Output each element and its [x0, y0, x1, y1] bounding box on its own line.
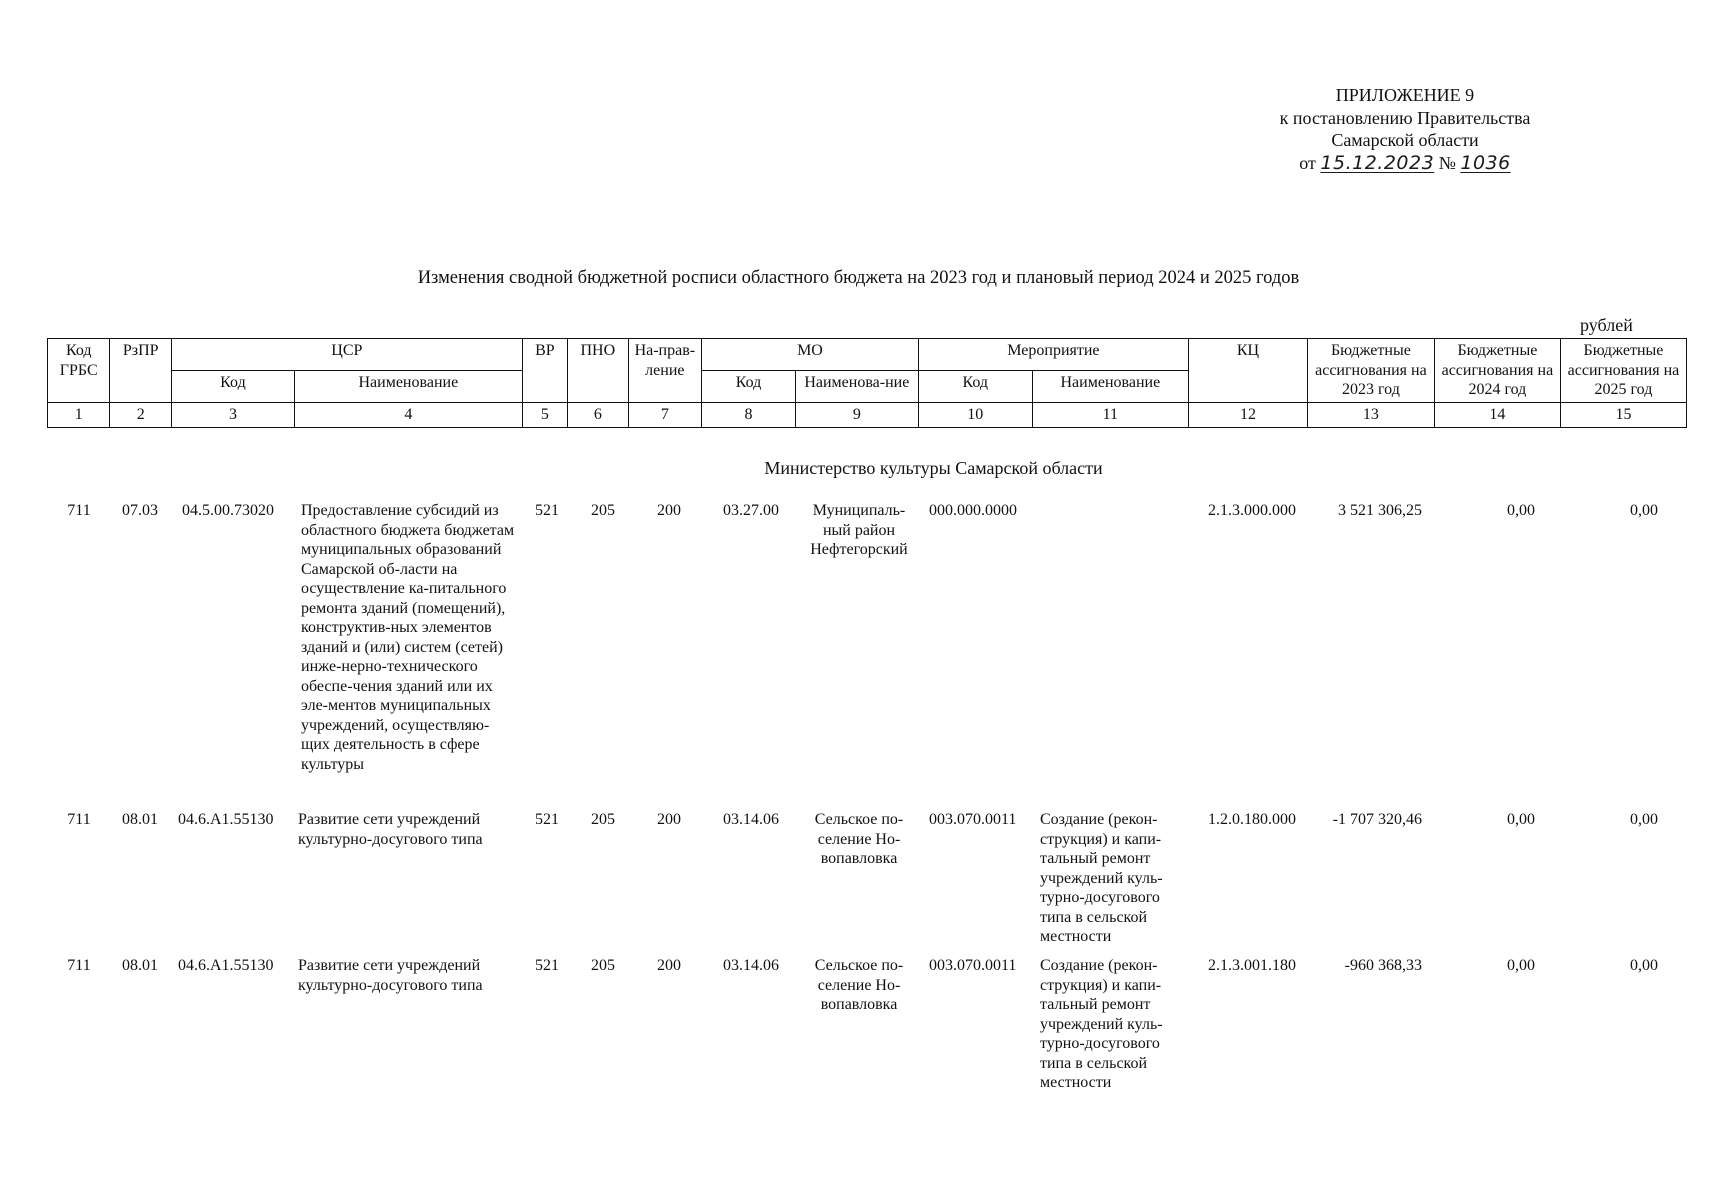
cell-event-name: Создание (рекон-струкция) и капи-тальный ремонт учреждений куль-турно-досугового типа в сельской местности: [1040, 957, 1163, 1091]
cell-rzpr: 08.01: [122, 957, 158, 974]
cell-csr-code: 04.5.00.73020: [182, 502, 274, 519]
cell-pno: 205: [591, 957, 615, 974]
cell-kc: 1.2.0.180.000: [1208, 811, 1296, 828]
cell-vr: 521: [535, 502, 559, 519]
header-kod-grbs: Код ГРБС: [48, 339, 110, 403]
header-pno: ПНО: [568, 339, 628, 403]
cell-event-code: 003.070.0011: [929, 811, 1017, 828]
cell-pno: 205: [591, 811, 615, 828]
cell-mo-code: 03.14.06: [723, 957, 779, 974]
cell-budget-2024: 0,00: [1507, 502, 1535, 519]
column-number-row: [48, 402, 1687, 427]
column-number: 1: [48, 402, 110, 427]
cell-kc: 2.1.3.001.180: [1208, 957, 1296, 974]
column-number: 14: [1434, 402, 1560, 427]
cell-mo-name: Сельское по-селение Но-вопавловка: [814, 957, 904, 1013]
cell-budget-2023: 3 521 306,25: [1338, 502, 1422, 519]
column-number: 13: [1307, 402, 1434, 427]
column-number: 6: [568, 402, 628, 427]
header-csr: ЦСР: [171, 339, 522, 371]
cell-csr-name: Развитие сети учреждений культурно-досугового типа: [298, 811, 483, 848]
column-number: 15: [1560, 402, 1686, 427]
appendix-line-region: Самарской области: [1331, 130, 1479, 150]
header-napravlenie: На-прав-ление: [628, 339, 702, 403]
column-number: 12: [1188, 402, 1307, 427]
header-event-name: Наименование: [1032, 370, 1188, 402]
cell-mo-code: 03.14.06: [723, 811, 779, 828]
cell-budget-2025: 0,00: [1630, 957, 1658, 974]
appendix-block: [1230, 84, 1580, 174]
cell-vr: 521: [535, 957, 559, 974]
cell-rzpr: 08.01: [122, 811, 158, 828]
cell-csr-name: Предоставление субсидий из областного бюджета бюджетам муниципальных образований Самарской об-ласти на осуществление ка-питального ремонта зданий (помещений), конструктив-ных элементов зданий и (или) систем (сетей) инже-нерно-технического обеспе-чения зданий или их эле-ментов муниципальных учреждений, осуществляю-щих деятельность в сфере культуры: [301, 502, 515, 773]
cell-napravlenie: 200: [657, 502, 681, 519]
header-rzpr: РзПР: [110, 339, 171, 403]
cell-event-code: 000.000.0000: [929, 502, 1017, 519]
cell-napravlenie: 200: [657, 811, 681, 828]
cell-kc: 2.1.3.000.000: [1208, 502, 1296, 519]
cell-budget-2025: 0,00: [1630, 502, 1658, 519]
cell-budget-2024: 0,00: [1507, 957, 1535, 974]
header-csr-kod: Код: [171, 370, 294, 402]
cell-mo-name: Сельское по-селение Но-вопавловка: [814, 811, 904, 867]
cell-pno: 205: [591, 502, 615, 519]
ministry-heading: Министерство культуры Самарской области: [764, 458, 1103, 478]
units-label: рублей: [1580, 315, 1633, 335]
cell-event-code: 003.070.0011: [929, 957, 1017, 974]
header-csr-name: Наименование: [294, 370, 522, 402]
cell-csr-code: 04.6.A1.55130: [178, 811, 274, 828]
column-number: 11: [1032, 402, 1188, 427]
appendix-date-line: [1230, 152, 1580, 175]
column-number: 4: [294, 402, 522, 427]
column-number: 7: [628, 402, 702, 427]
header-event-kod: Код: [918, 370, 1032, 402]
cell-csr-code: 04.6.A1.55130: [178, 957, 274, 974]
column-number: 9: [795, 402, 918, 427]
cell-mo-code: 03.27.00: [723, 502, 779, 519]
cell-csr-name: Развитие сети учреждений культурно-досугового типа: [298, 957, 483, 994]
handwritten-date: 15.12.2023: [1320, 151, 1435, 174]
cell-vr: 521: [535, 811, 559, 828]
header-kc: КЦ: [1188, 339, 1307, 403]
appendix-line-resolution: к постановлению Правительства: [1279, 107, 1531, 128]
budget-table-header: [47, 338, 1687, 428]
cell-budget-2025: 0,00: [1630, 811, 1658, 828]
column-number: 8: [702, 402, 796, 427]
document-title: Изменения сводной бюджетной росписи областного бюджета на 2023 год и плановый период 2024 и 2025 годов: [417, 268, 1300, 288]
header-event: Мероприятие: [918, 339, 1188, 371]
cell-rzpr: 07.03: [122, 502, 158, 519]
header-budget-2024: Бюджетные ассигнования на 2024 год: [1434, 339, 1560, 403]
cell-budget-2023: -1 707 320,46: [1332, 811, 1422, 828]
cell-budget-2023: -960 368,33: [1344, 957, 1422, 974]
cell-grbs: 711: [67, 811, 91, 828]
cell-event-name: Создание (рекон-струкция) и капи-тальный ремонт учреждений куль-турно-досугового типа в сельской местности: [1040, 811, 1163, 945]
date-prefix: от: [1299, 152, 1316, 173]
column-number: 3: [171, 402, 294, 427]
header-budget-2023: Бюджетные ассигнования на 2023 год: [1307, 339, 1434, 403]
cell-grbs: 711: [67, 957, 91, 974]
cell-napravlenie: 200: [657, 957, 681, 974]
cell-budget-2024: 0,00: [1507, 811, 1535, 828]
column-number: 5: [522, 402, 567, 427]
cell-mo-name: Муниципаль-ный район Нефтегорский: [810, 502, 908, 558]
column-number: 2: [110, 402, 171, 427]
handwritten-number: 1036: [1460, 151, 1511, 174]
header-mo-kod: Код: [702, 370, 796, 402]
header-budget-2025: Бюджетные ассигнования на 2025 год: [1560, 339, 1686, 403]
appendix-title: ПРИЛОЖЕНИЕ 9: [1335, 85, 1475, 105]
header-mo-name: Наименова-ние: [795, 370, 918, 402]
header-mo: МО: [702, 339, 919, 371]
header-vr: ВР: [522, 339, 567, 403]
column-number: 10: [918, 402, 1032, 427]
number-prefix: №: [1438, 152, 1456, 173]
cell-grbs: 711: [67, 502, 91, 519]
